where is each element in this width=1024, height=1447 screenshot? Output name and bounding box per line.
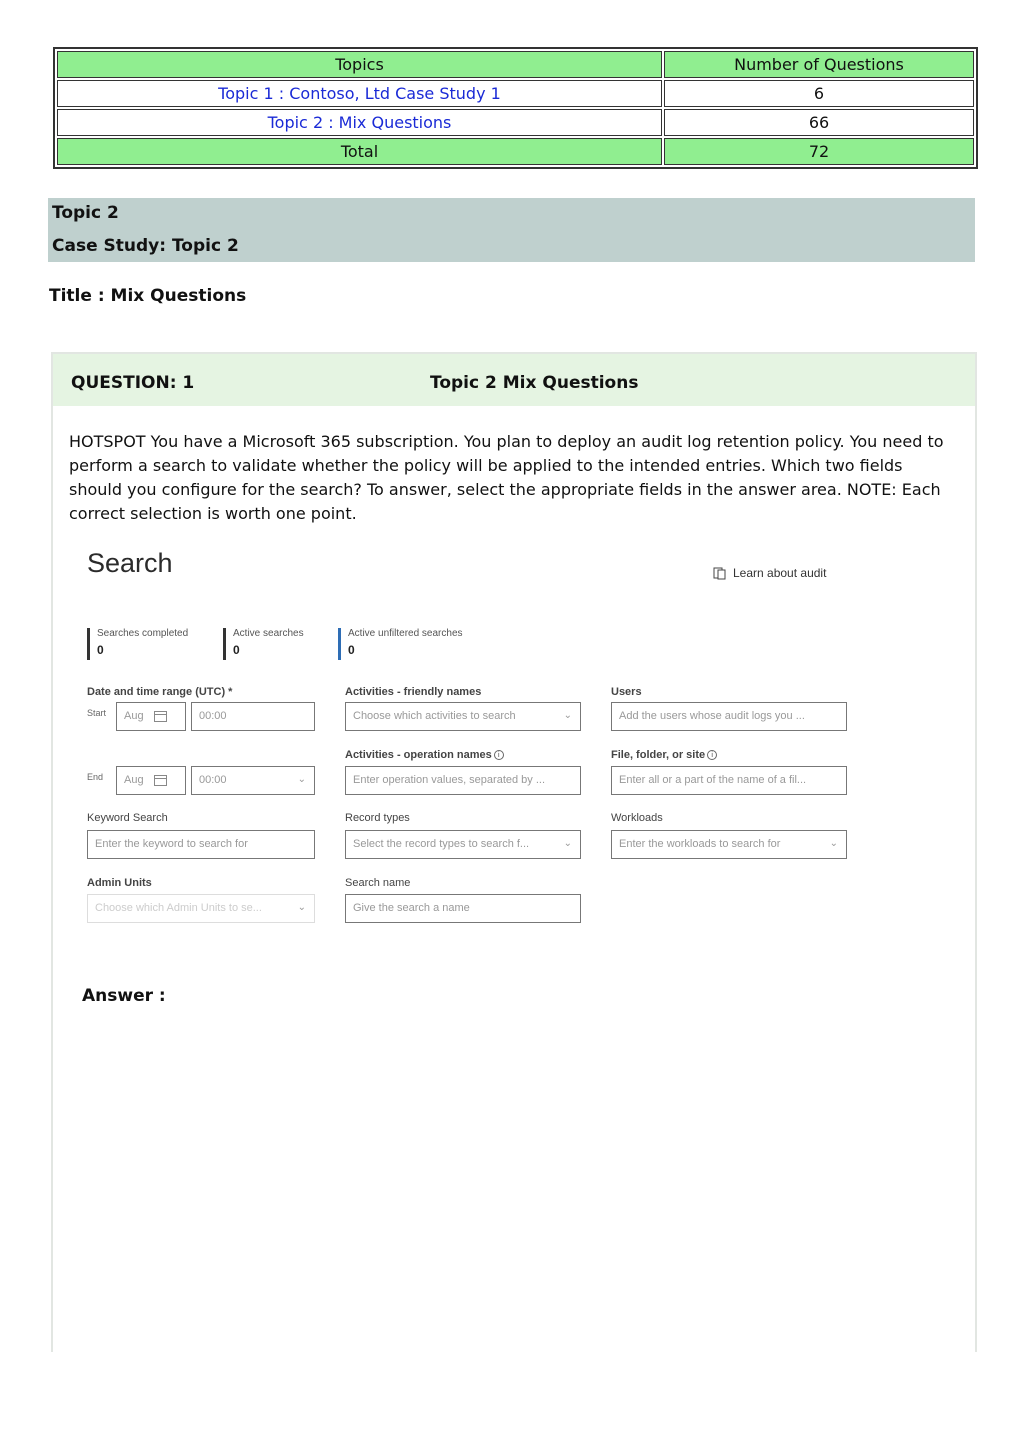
workloads-placeholder: Enter the workloads to search for	[619, 838, 781, 850]
topic-cell	[57, 109, 662, 136]
case-study-heading: Case Study: Topic 2	[52, 236, 239, 256]
users-input[interactable]	[611, 702, 847, 731]
stat-active-searches	[223, 628, 304, 660]
workloads-select[interactable]	[611, 830, 847, 859]
stat-label: Searches completed	[97, 628, 189, 639]
info-icon[interactable]: i	[494, 750, 504, 760]
users-placeholder: Add the users whose audit logs you ...	[619, 710, 805, 722]
start-time-input[interactable]	[191, 702, 315, 731]
admin-units-label: Admin Units	[87, 877, 152, 889]
keyword-search-label: Keyword Search	[87, 812, 168, 824]
search-name-placeholder: Give the search a name	[353, 902, 470, 914]
operation-names-placeholder: Enter operation values, separated by ...	[353, 774, 546, 786]
calendar-icon	[154, 775, 167, 786]
keyword-search-input[interactable]	[87, 830, 315, 859]
header-topics: Topics	[57, 51, 662, 78]
file-label-text: File, folder, or site	[611, 749, 706, 761]
stat-value: 0	[233, 643, 240, 657]
record-types-select[interactable]	[345, 830, 581, 859]
stat-label: Active searches	[233, 628, 304, 639]
document-icon	[713, 566, 727, 580]
chevron-down-icon: ⌄	[829, 838, 838, 849]
question-topic: Topic 2 Mix Questions	[430, 373, 639, 393]
header-number-of-questions: Number of Questions	[664, 51, 974, 78]
topics-table	[53, 47, 978, 169]
start-time: 00:00	[199, 710, 227, 722]
file-folder-site-input[interactable]	[611, 766, 847, 795]
admin-units-placeholder: Choose which Admin Units to se...	[95, 902, 262, 914]
chevron-down-icon: ⌄	[563, 710, 572, 721]
count-cell: 6	[664, 80, 974, 107]
count-cell: 66	[664, 109, 974, 136]
table-row	[57, 80, 974, 107]
search-name-label: Search name	[345, 877, 411, 889]
users-label: Users	[611, 686, 642, 698]
friendly-names-select[interactable]	[345, 702, 581, 731]
stat-label: Active unfiltered searches	[348, 628, 463, 639]
operation-names-label-text: Activities - operation names	[345, 749, 492, 761]
start-date-picker[interactable]	[116, 702, 186, 731]
info-icon[interactable]: i	[707, 750, 717, 760]
search-title: Search	[87, 548, 173, 578]
learn-about-audit-link[interactable]	[713, 566, 826, 580]
friendly-names-placeholder: Choose which activities to search	[353, 710, 516, 722]
question-text: HOTSPOT You have a Microsoft 365 subscription. You plan to deploy an audit log retention policy. You need to perform a search to validate whether the policy will be applied to the intended entries. Which two fields should you configure for the search? To answer, select the appropriate fields in the answer area. NOTE: Each correct selection is worth one point.	[69, 432, 944, 523]
end-label: End	[87, 772, 104, 782]
section-title: Title : Mix Questions	[49, 286, 247, 306]
file-placeholder: Enter all or a part of the name of a fil...	[619, 774, 807, 786]
stat-active-unfiltered-searches	[338, 628, 463, 660]
table-row	[57, 109, 974, 136]
stat-searches-completed	[87, 628, 188, 660]
total-count: 72	[664, 138, 974, 165]
end-time: 00:00	[199, 774, 227, 786]
chevron-down-icon: ⌄	[297, 902, 306, 913]
topic-header-band	[48, 198, 975, 262]
search-screenshot	[80, 544, 880, 944]
stat-value: 0	[97, 643, 104, 657]
question-number: QUESTION: 1	[71, 373, 195, 393]
question-header	[53, 354, 975, 406]
chevron-down-icon: ⌄	[297, 774, 306, 785]
record-types-placeholder: Select the record types to search f...	[353, 838, 530, 850]
table-header-row	[57, 51, 974, 78]
topic-heading: Topic 2	[52, 203, 119, 223]
topic-cell	[57, 80, 662, 107]
topic-1-link[interactable]: Topic 1 : Contoso, Ltd Case Study 1	[218, 84, 501, 103]
calendar-icon	[154, 711, 167, 722]
file-folder-site-label	[611, 749, 717, 761]
stat-value: 0	[348, 643, 355, 657]
topic-2-link[interactable]: Topic 2 : Mix Questions	[267, 113, 452, 132]
operation-names-input[interactable]	[345, 766, 581, 795]
search-name-input[interactable]	[345, 894, 581, 923]
chevron-down-icon: ⌄	[563, 838, 572, 849]
end-time-select[interactable]	[191, 766, 315, 795]
start-month: Aug	[124, 710, 144, 722]
keyword-placeholder: Enter the keyword to search for	[95, 838, 248, 850]
total-row	[57, 138, 974, 165]
total-label: Total	[57, 138, 662, 165]
learn-link-label: Learn about audit	[733, 566, 827, 580]
admin-units-select[interactable]	[87, 894, 315, 923]
end-month: Aug	[124, 774, 144, 786]
start-label: Start	[87, 708, 107, 718]
workloads-label: Workloads	[611, 812, 663, 824]
friendly-names-label: Activities - friendly names	[345, 686, 482, 698]
question-card	[51, 352, 977, 1352]
record-types-label: Record types	[345, 812, 410, 824]
date-range-label: Date and time range (UTC) *	[87, 686, 233, 698]
end-date-picker[interactable]	[116, 766, 186, 795]
operation-names-label	[345, 749, 504, 761]
answer-label: Answer :	[82, 986, 166, 1006]
